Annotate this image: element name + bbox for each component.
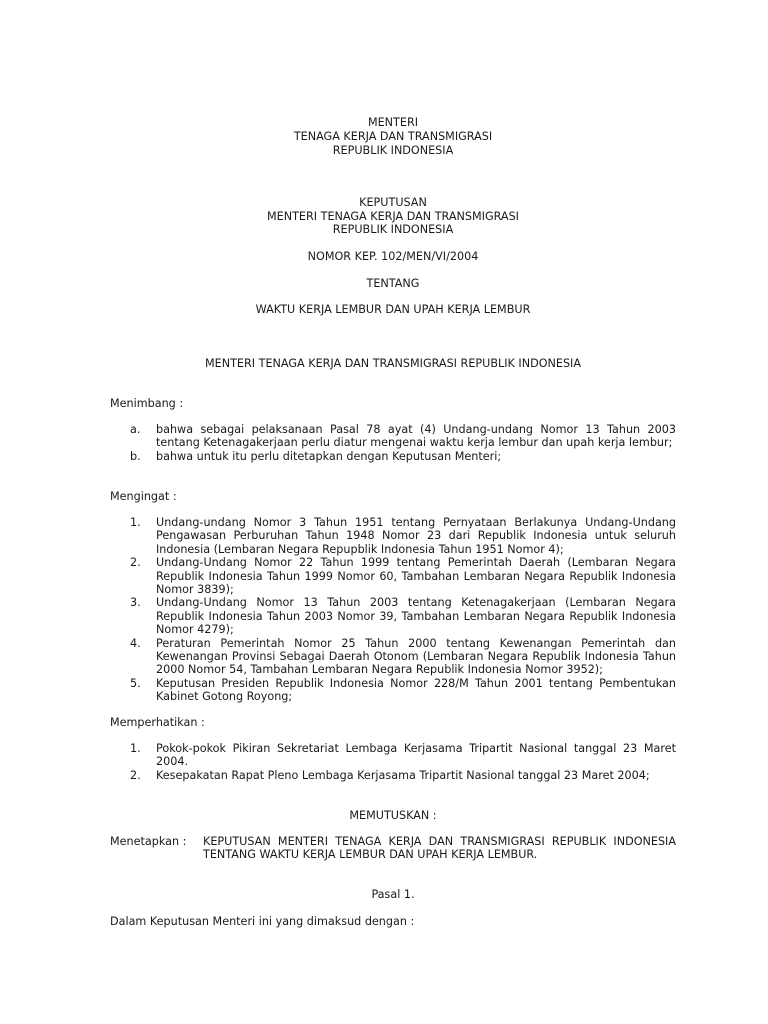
list-marker: 3. — [130, 596, 141, 610]
memperhatikan-list — [110, 742, 676, 782]
memperhatikan-label: Memperhatikan : — [110, 716, 205, 729]
definitions-intro: Dalam Keputusan Menteri ini yang dimaksud dengan : — [110, 915, 415, 928]
list-marker: b. — [130, 449, 141, 463]
list-marker: 4. — [130, 636, 141, 650]
menimbang-list — [110, 423, 676, 463]
list-item-text: bahwa untuk itu perlu ditetapkan dengan Keputusan Menteri; — [156, 449, 502, 463]
header-line-2: TENAGA KERJA DAN TRANSMIGRASI — [293, 130, 493, 143]
menetapkan-label: Menetapkan : — [110, 835, 187, 848]
decree-subject: WAKTU KERJA LEMBUR DAN UPAH KERJA LEMBUR — [255, 303, 531, 316]
list-item — [110, 596, 676, 636]
list-item-text: Keputusan Presiden Republik Indonesia Nomor 228/M Tahun 2001 tentang Pembentukan Kabinet Gotong Royong; — [156, 676, 676, 704]
list-marker: 2. — [130, 556, 141, 570]
mengingat-label: Mengingat : — [110, 490, 177, 503]
list-item-text: Undang-Undang Nomor 22 Tahun 1999 tentang Pemerintah Daerah (Lembaran Negara Republik Indonesia Tahun 1999 Nomor 60, Tambahan Lembaran Negara Republik Indonesia Nomor 3839); — [156, 556, 676, 597]
list-item-text: Pokok-pokok Pikiran Sekretariat Lembaga Kerjasama Tripartit Nasional tanggal 23 Maret 2004. — [156, 742, 676, 769]
decree-title-3: REPUBLIK INDONESIA — [332, 223, 454, 236]
decree-about: TENTANG — [366, 277, 420, 290]
mengingat-list — [110, 516, 676, 704]
menetapkan-text: KEPUTUSAN MENTERI TENAGA KERJA DAN TRANSMIGRASI REPUBLIK INDONESIA TENTANG WAKTU KERJA LEMBUR DAN UPAH KERJA LEMBUR. — [203, 835, 676, 862]
header-line-3: REPUBLIK INDONESIA — [332, 144, 454, 157]
list-marker: 1. — [130, 742, 141, 755]
decree-number: NOMOR KEP. 102/MEN/VI/2004 — [307, 250, 479, 263]
list-item — [110, 769, 676, 782]
decree-title-1: KEPUTUSAN — [359, 196, 427, 209]
menetapkan-block — [110, 835, 676, 862]
list-item-text: Peraturan Pemerintah Nomor 25 Tahun 2000 tentang Kewenangan Pemerintah dan Kewenangan Provinsi Sebagai Daerah Otonom (Lembaran Negara Republik Indonesia Tahun 2000 Nomor 54, Tambahan Lembaran Negara Republik Indonesia Nomor 3952); — [156, 636, 676, 677]
list-marker: 2. — [130, 768, 141, 782]
list-item — [110, 423, 676, 450]
list-item-text: Undang-Undang Nomor 13 Tahun 2003 tentang Ketenagakerjaan (Lembaran Negara Republik Indonesia Tahun 2003 Nomor 39, Tambahan Lembaran Negara Republik Indonesia Nomor 4279); — [156, 596, 676, 637]
list-item-text: Undang-undang Nomor 3 Tahun 1951 tentang Pernyataan Berlakunya Undang-Undang Pengawasan Perburuhan Tahun 1948 Nomor 23 dari Republik Indonesia untuk seluruh Indonesia (Lembaran Negara Repupblik Indonesia Tahun 1951 Nomor 4); — [156, 516, 676, 556]
list-marker: a. — [130, 423, 141, 436]
decree-title-2: MENTERI TENAGA KERJA DAN TRANSMIGRASI — [267, 210, 519, 223]
decree-issuer: MENTERI TENAGA KERJA DAN TRANSMIGRASI REPUBLIK INDONESIA — [205, 357, 581, 370]
memutuskan-heading: MEMUTUSKAN : — [349, 809, 437, 822]
list-marker: 1. — [130, 516, 141, 529]
list-item — [110, 677, 676, 704]
list-marker: 5. — [130, 676, 141, 690]
list-item-text: Kesepakatan Rapat Pleno Lembaga Kerjasama Tripartit Nasional tanggal 23 Maret 2004; — [156, 768, 650, 782]
header-line-1: MENTERI — [367, 116, 419, 129]
list-item — [110, 516, 676, 556]
menimbang-label: Menimbang : — [110, 397, 184, 410]
list-item — [110, 637, 676, 677]
list-item — [110, 450, 676, 463]
list-item-text: bahwa sebagai pelaksanaan Pasal 78 ayat (4) Undang-undang Nomor 13 Tahun 2003 tentang Ketenagakerjaan perlu diatur mengenai waktu kerja lembur dan upah kerja lembur; — [156, 423, 676, 450]
list-item — [110, 556, 676, 596]
list-item — [110, 742, 676, 769]
pasal-heading: Pasal 1. — [371, 888, 415, 901]
